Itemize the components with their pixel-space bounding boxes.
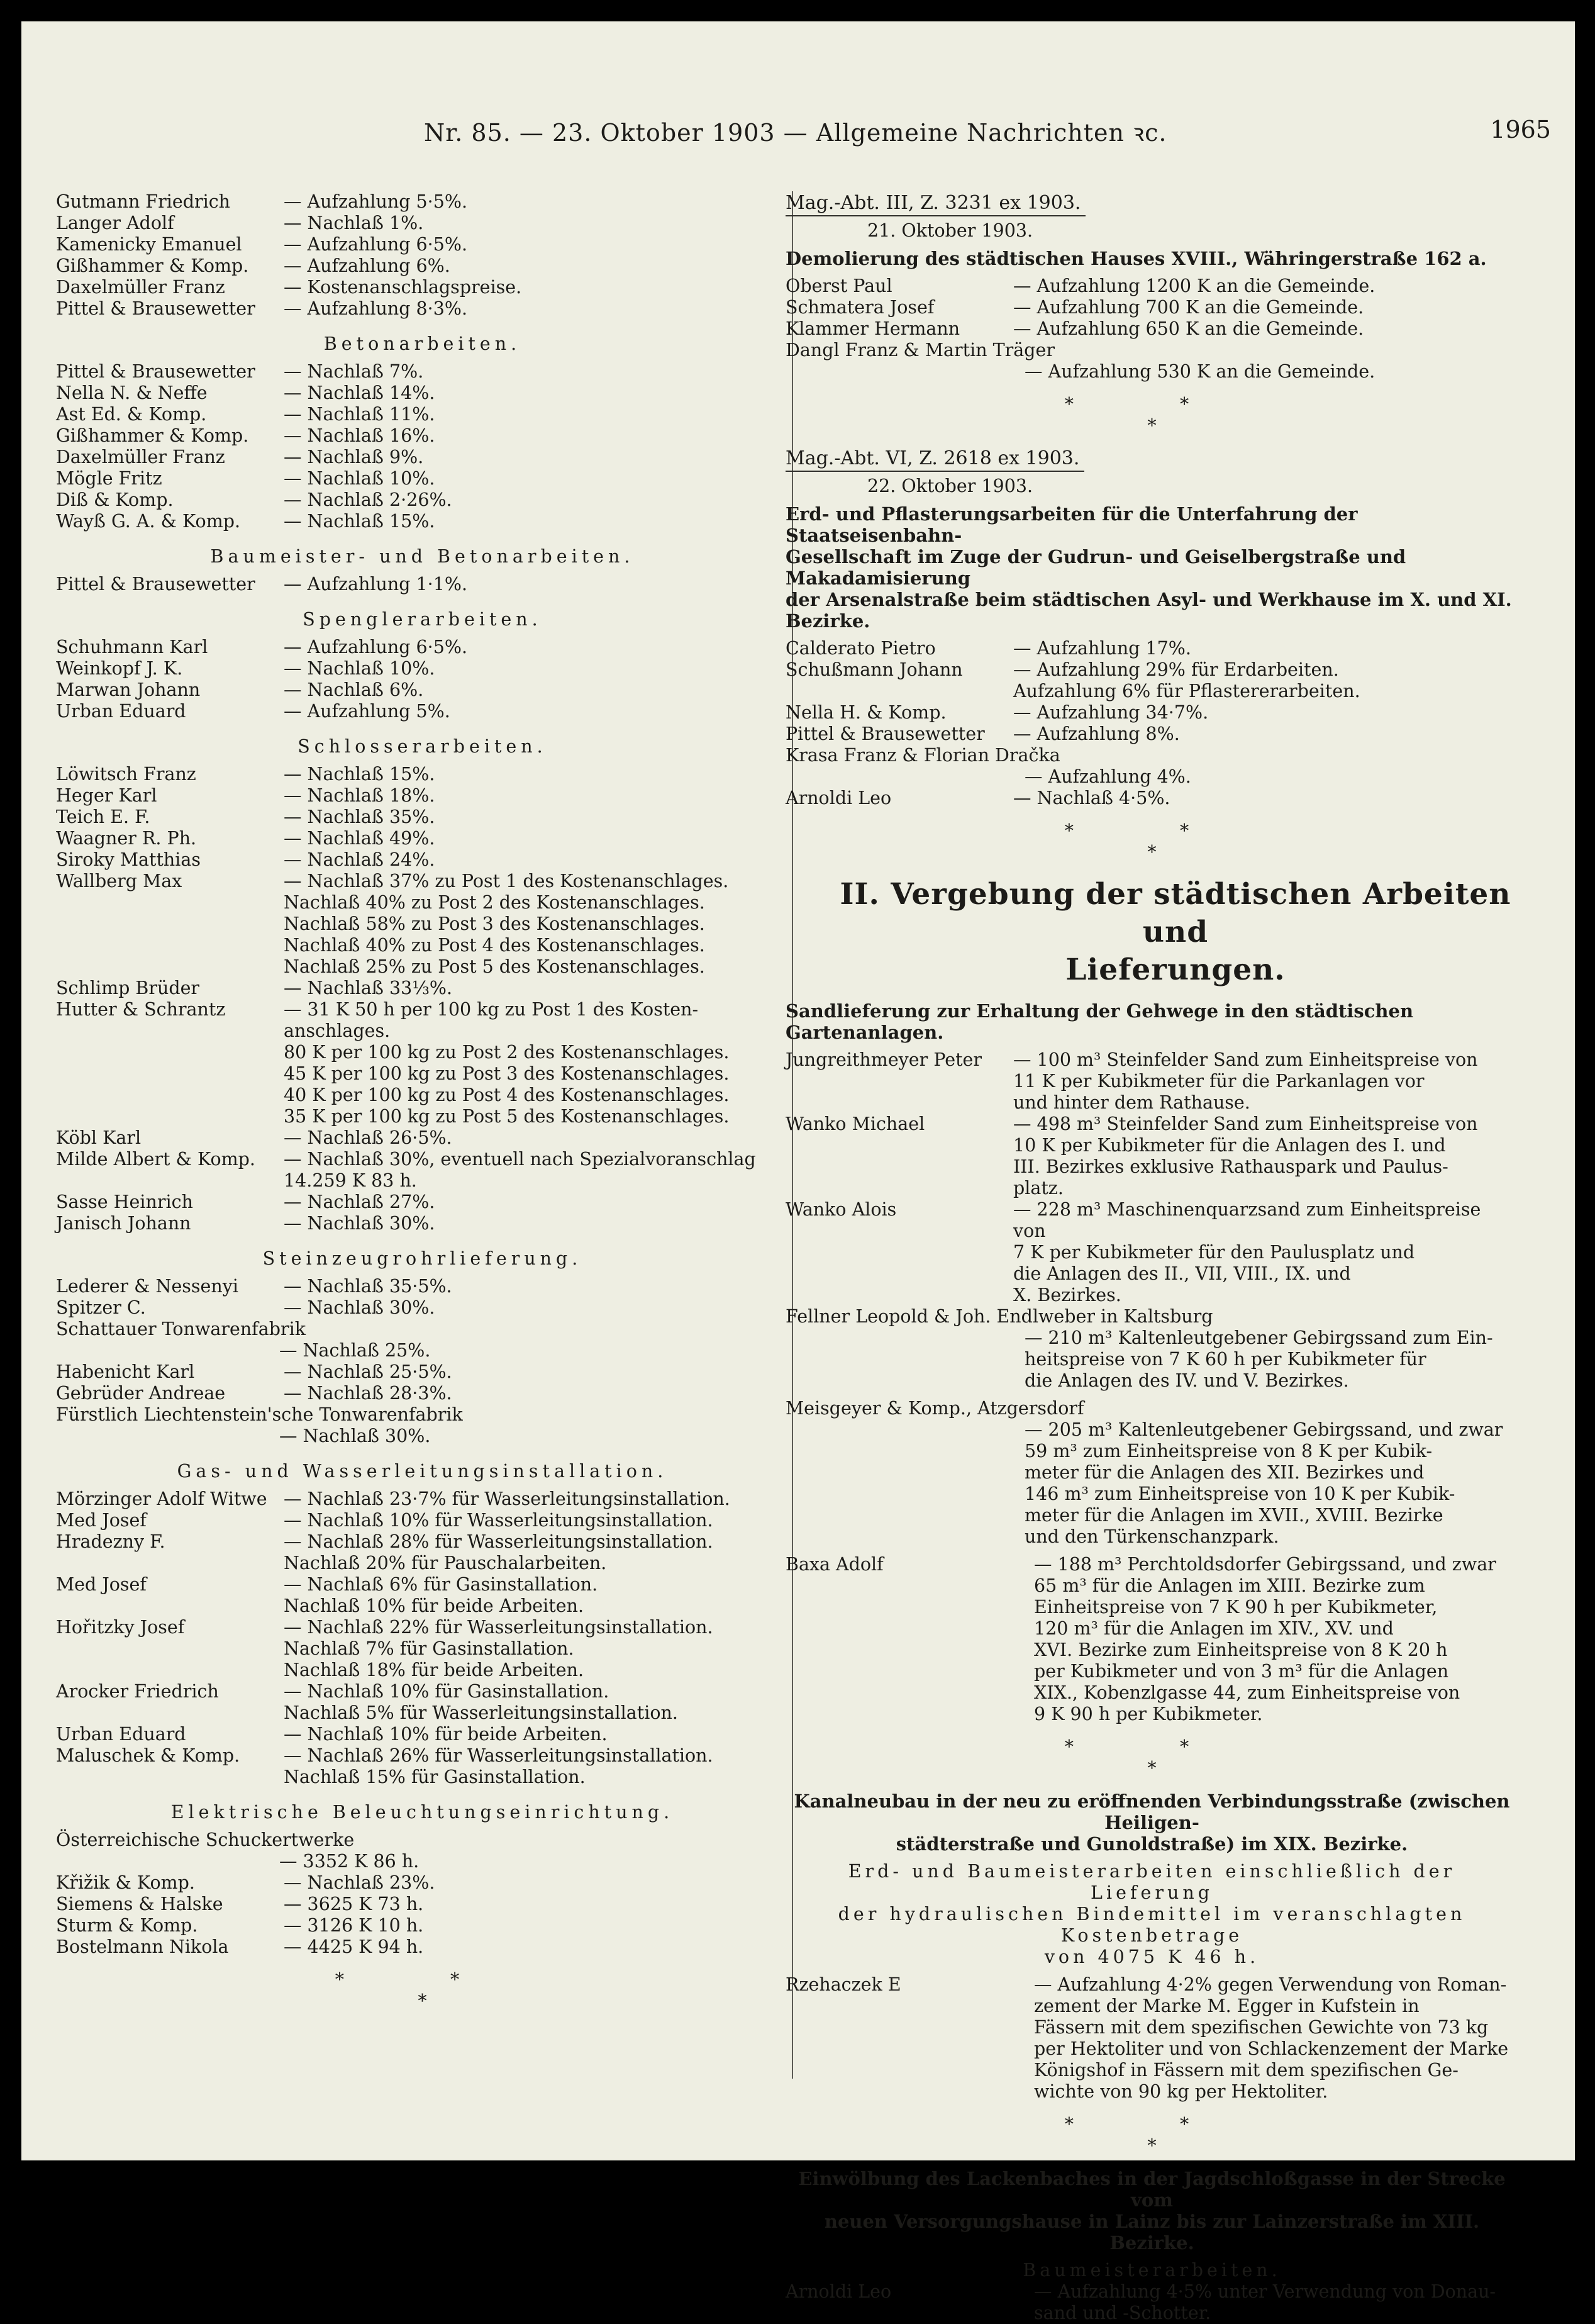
list-item	[786, 1554, 1518, 1725]
project-subtitle: Erd- und Baumeisterarbeiten einschließlich der Lieferung der hydraulischen Bindemittel im veranschlagten Kostenbetrage von 4075 K 46 h.	[838, 1861, 1466, 1967]
list-item-value: — Kostenanschlagspreise.	[284, 277, 522, 298]
list-item-value: — Aufzahlung 6·5%.	[284, 234, 467, 255]
list-item-name: Gißhammer & Komp.	[56, 255, 249, 276]
reference-text: Mag.-Abt. VI, Z. 2618 ex 1903.	[786, 448, 1084, 472]
list-item	[786, 1974, 1518, 2103]
list-item	[56, 1915, 789, 1936]
left-column	[56, 191, 789, 2023]
list-item	[56, 764, 789, 785]
list-item-value: — Aufzahlung 700 K an die Gemeinde.	[1013, 297, 1364, 318]
list-item-name: Schmatera Josef	[786, 297, 935, 318]
list-item-value: — Aufzahlung 1200 K an die Gemeinde.	[1013, 276, 1375, 296]
list-item	[786, 1114, 1518, 1199]
list-item-value: — 31 K 50 h per 100 kg zu Post 1 des Kosten- anschlages. 80 K per 100 kg zu Post 2 des Kostenanschlages. 45 K per 100 kg zu Post 3 des Kostenanschlages. 40 K per 100 kg zu Post 4 des Kostenanschlages. 35 K per 100 kg zu Post 5 des Kostenanschlages.	[284, 999, 730, 1127]
list-item-value: — Nachlaß 7%.	[284, 361, 424, 382]
list-item-name: Schuhmann Karl	[56, 637, 208, 657]
list-item-name: Wayß G. A. & Komp.	[56, 511, 241, 532]
list-item-value: — Nachlaß 23·7% für Wasserleitungsinstallation.	[284, 1489, 730, 1509]
list-item-name: Fürstlich Liechtenstein'sche Tonwarenfabrik	[56, 1404, 463, 1425]
list-item	[56, 425, 789, 447]
page-header	[21, 116, 1575, 160]
bid-list	[786, 276, 1518, 340]
list-item	[56, 871, 789, 978]
list-item-value: — Aufzahlung 8%.	[1013, 723, 1180, 744]
list-item-name: Pittel & Brausewetter	[56, 298, 255, 319]
list-item-value: — Nachlaß 10% für beide Arbeiten.	[284, 1724, 608, 1745]
section-heading-beton: Betonarbeiten.	[323, 333, 521, 354]
list-item-value: — Aufzahlung 4·2% gegen Verwendung von Roman- zement der Marke M. Egger in Kufstein in Fässern mit dem spezifischen Gewichte von 73 kg per Hektoliter und von Schlackenzement der Marke Königshof in Fässern mit dem spezifischen Ge- wichte von 90 kg per Hektoliter.	[1034, 1974, 1509, 2102]
list-item-value: — Aufzahlung 530 K an die Gemeinde.	[1025, 361, 1375, 382]
list-item-name: Jungreithmeyer Peter	[786, 1049, 982, 1070]
list-item-value: — Nachlaß 49%.	[284, 828, 435, 849]
list-item	[56, 1213, 789, 1234]
list-item-name: Milde Albert & Komp.	[56, 1149, 255, 1170]
separator-stars: * *	[1064, 394, 1240, 415]
list-item-name: Weinkopf J. K.	[56, 658, 183, 679]
project-title: Erd- und Pflasterungsarbeiten für die Unterfahrung der Staatseisenbahn- Gesellschaft im Zuge der Gudrun- und Geiselbergstraße und Makadamisierung der Arsenalstraße beim städtischen Asyl- und Werkhause im X. und XI. Bezirke.	[786, 503, 1512, 632]
list-item-value: — Nachlaß 28·3%.	[284, 1383, 452, 1404]
list-item-name: Köbl Karl	[56, 1127, 142, 1148]
list-item-value: — Aufzahlung 4·5% unter Verwendung von Donau- sand und -Schotter.	[1034, 2281, 1496, 2323]
list-item	[56, 999, 789, 1127]
list-item	[786, 2281, 1518, 2324]
list-item	[56, 234, 789, 255]
spengler-list	[56, 637, 789, 722]
list-item-value: — 498 m³ Steinfelder Sand zum Einheitspreise von 10 K per Kubikmeter für die Anlagen des I. und III. Bezirkes exklusive Rathauspark und Paulus- platz.	[1013, 1114, 1478, 1198]
steinzeug-list-2	[56, 1361, 789, 1404]
list-item	[56, 1489, 789, 1510]
list-item	[56, 447, 789, 468]
list-item-name: Rzehaczek E	[786, 1974, 901, 1995]
list-item-name: Hutter & Schrantz	[56, 999, 226, 1020]
list-item-name: Nella H. & Komp.	[786, 702, 947, 723]
list-item-name: Urban Eduard	[56, 701, 186, 722]
list-item-name: Ast Ed. & Komp.	[56, 404, 207, 425]
separator-star: *	[418, 1991, 427, 2011]
section-heading-steinzeug: Steinzeugrohrlieferung.	[262, 1248, 582, 1269]
list-item-value: — Nachlaß 35·5%.	[284, 1276, 452, 1297]
list-item-name: Daxelmüller Franz	[56, 277, 225, 298]
list-item-name: Österreichische Schuckertwerke	[56, 1830, 355, 1850]
list-item-name: Kamenicky Emanuel	[56, 234, 242, 255]
list-item	[56, 701, 789, 722]
list-item-name: Mörzinger Adolf Witwe	[56, 1489, 267, 1509]
bid-list	[786, 1049, 1518, 1306]
list-item-name: Daxelmüller Franz	[56, 447, 225, 467]
list-item	[56, 191, 789, 213]
page-number: 1965	[1490, 116, 1551, 143]
separator-star: *	[1147, 415, 1157, 436]
list-item-value: — Nachlaß 2·26%.	[284, 489, 452, 510]
list-item-name: Maluschek & Komp.	[56, 1745, 240, 1766]
list-item-value: — Aufzahlung 29% für Erdarbeiten. Aufzahlung 6% für Pflastererarbeiten.	[1013, 659, 1360, 701]
list-item-name: Spitzer C.	[56, 1297, 146, 1318]
list-item-name: Pittel & Brausewetter	[56, 574, 255, 595]
bid-list	[786, 788, 1518, 809]
list-item-name: Heger Karl	[56, 785, 157, 806]
list-item-name: Siemens & Halske	[56, 1894, 223, 1914]
list-item-value: — Nachlaß 10%.	[284, 468, 435, 489]
list-item-name: Lederer & Nessenyi	[56, 1276, 238, 1297]
list-item-value: — Nachlaß 6%.	[284, 679, 424, 700]
list-item-name: Waagner R. Ph.	[56, 828, 197, 849]
list-item-value: — Nachlaß 9%.	[284, 447, 424, 467]
list-item-name: Arocker Friedrich	[56, 1681, 219, 1702]
list-item-value: — Nachlaß 16%.	[284, 425, 435, 446]
list-item-name: Bostelmann Nikola	[56, 1936, 229, 1957]
list-item-value: — Nachlaß 15%.	[284, 764, 435, 785]
list-item-value: — Aufzahlung 8·3%.	[284, 298, 467, 319]
header-title: Nr. 85. — 23. Oktober 1903 — Allgemeine Nachrichten ꝛc.	[424, 119, 1167, 147]
list-item-name: Langer Adolf	[56, 213, 174, 233]
list-item	[56, 511, 789, 532]
date-line: 22. Oktober 1903.	[867, 476, 1033, 496]
list-item-value: — Aufzahlung 1·1%.	[284, 574, 467, 595]
list-item-value: — Aufzahlung 5%.	[284, 701, 450, 722]
list-item-name: Oberst Paul	[786, 276, 892, 296]
list-item	[56, 489, 789, 511]
list-item	[56, 849, 789, 871]
list-item	[786, 1199, 1518, 1306]
list-item	[56, 1531, 789, 1574]
list-item	[56, 1276, 789, 1297]
list-item-value: — 3625 K 73 h.	[284, 1894, 424, 1914]
reference-text: Mag.-Abt. III, Z. 3231 ex 1903.	[786, 193, 1086, 216]
separator-stars: * *	[1064, 820, 1240, 841]
list-item-value: — Nachlaß 4·5%.	[1013, 788, 1170, 808]
list-item-value: — Nachlaß 28% für Wasserleitungsinstallation. Nachlaß 20% für Pauschalarbeiten.	[284, 1531, 713, 1573]
list-item-name: Calderato Pietro	[786, 638, 936, 659]
list-item	[56, 213, 789, 234]
list-item	[56, 1681, 789, 1724]
list-item-name: Wanko Michael	[786, 1114, 925, 1134]
list-item-value: — Nachlaß 1%.	[284, 213, 424, 233]
list-item-name: Hořitzky Josef	[56, 1617, 185, 1638]
list-item	[56, 1936, 789, 1958]
list-item-value: — Nachlaß 22% für Wasserleitungsinstallation. Nachlaß 7% für Gasinstallation. Nachlaß 18% für beide Arbeiten.	[284, 1617, 713, 1680]
list-item-value: — Aufzahlung 5·5%.	[284, 191, 467, 212]
list-item-value: — Nachlaß 6% für Gasinstallation. Nachlaß 10% für beide Arbeiten.	[284, 1574, 598, 1616]
list-item-name: Krasa Franz & Florian Dračka	[786, 745, 1060, 766]
list-item	[56, 1361, 789, 1383]
elektrisch-list	[56, 1872, 789, 1958]
list-item	[56, 679, 789, 701]
list-item-name: Dangl Franz & Martin Träger	[786, 340, 1055, 360]
list-item-value: — Nachlaß 10% für Gasinstallation. Nachlaß 5% für Wasserleitungsinstallation.	[284, 1681, 678, 1723]
list-item-value: — Nachlaß 33⅓%.	[284, 978, 453, 998]
list-item-value: — Nachlaß 11%.	[284, 404, 435, 425]
section-heading-elektrisch: Elektrische Beleuchtungseinrichtung.	[170, 1802, 674, 1823]
list-item	[786, 659, 1518, 702]
list-item	[56, 828, 789, 849]
separator-stars: * *	[1064, 1736, 1240, 1757]
reference-line	[786, 448, 1518, 472]
project-subtitle: Baumeisterarbeiten.	[1023, 2260, 1281, 2281]
baumeister-beton-list	[56, 574, 789, 595]
list-item-value: — Aufzahlung 6·5%.	[284, 637, 467, 657]
list-item	[56, 1127, 789, 1149]
list-item-name: Siroky Matthias	[56, 849, 201, 870]
list-item-name: Wallberg Max	[56, 871, 182, 891]
newspaper-page	[21, 21, 1575, 2323]
list-item	[56, 255, 789, 277]
list-item	[786, 702, 1518, 723]
list-item-name: Urban Eduard	[56, 1724, 186, 1745]
separator-star: *	[1147, 2135, 1157, 2156]
separator-stars: * *	[1064, 2114, 1240, 2135]
schlosser-list	[56, 764, 789, 1234]
list-item-name: Baxa Adolf	[786, 1554, 884, 1575]
list-item-value: — 188 m³ Perchtoldsdorfer Gebirgssand, und zwar 65 m³ für die Anlagen im XIII. Bezirke zum Einheitspreise von 7 K 90 h per Kubikmeter, 120 m³ für die Anlagen im XIV., XV. und XVI. Bezirke zum Einheitspreise von 8 K 20 h per Kubikmeter und von 3 m³ für die Anlagen XIX., Kobenzlgasse 44, zum Einheitspreise von 9 K 90 h per Kubikmeter.	[1034, 1554, 1496, 1724]
list-item	[56, 978, 789, 999]
section-heading-spengler: Spenglerarbeiten.	[303, 609, 542, 630]
list-item-value: — Aufzahlung 6%.	[284, 255, 450, 276]
list-item	[56, 298, 789, 320]
list-item	[786, 276, 1518, 297]
section-heading-baumeister-beton: Baumeister- und Betonarbeiten.	[210, 546, 635, 567]
list-item-name: Gutmann Friedrich	[56, 191, 231, 212]
list-item	[56, 1297, 789, 1319]
project-title: Kanalneubau in der neu zu eröffnenden Verbindungsstraße (zwischen Heiligen- städterstraße und Gunoldstraße) im XIX. Bezirke.	[794, 1790, 1510, 1855]
list-item-value: — Aufzahlung 650 K an die Gemeinde.	[1013, 318, 1364, 339]
list-item-name: Klammer Hermann	[786, 318, 960, 339]
list-item	[56, 1574, 789, 1617]
section-title: II. Vergebung der städtischen Arbeiten und Lieferungen.	[840, 877, 1511, 987]
list-item-name: Fellner Leopold & Joh. Endlweber in Kaltsburg	[786, 1306, 1213, 1327]
list-item-name: Löwitsch Franz	[56, 764, 196, 785]
list-item-value: — Nachlaß 30%.	[284, 1297, 435, 1318]
list-item-value: — 228 m³ Maschinenquarzsand zum Einheitspreise von 7 K per Kubikmeter für den Paulusplatz und die Anlagen des II., VII, VIII., IX. und X. Bezirkes.	[1013, 1199, 1481, 1305]
list-item-name: Gißhammer & Komp.	[56, 425, 249, 446]
list-item-value: — 100 m³ Steinfelder Sand zum Einheitspreise von 11 K per Kubikmeter für die Parkanlagen vor und hinter dem Rathause.	[1013, 1049, 1478, 1113]
list-item	[56, 404, 789, 425]
list-item-name: Schußmann Johann	[786, 659, 963, 680]
list-item	[56, 277, 789, 298]
list-item	[56, 1894, 789, 1915]
list-item-name: Diß & Komp.	[56, 489, 174, 510]
list-item	[56, 1192, 789, 1213]
list-item	[56, 468, 789, 489]
section-heading-gas: Gas- und Wasserleitungsinstallation.	[177, 1461, 668, 1482]
list-item	[56, 383, 789, 404]
list-item	[786, 297, 1518, 318]
list-item-name: Meisgeyer & Komp., Atzgersdorf	[786, 1398, 1084, 1419]
list-item	[56, 637, 789, 658]
list-item	[56, 574, 789, 595]
list-item	[56, 807, 789, 828]
list-item-value: — 205 m³ Kaltenleutgebener Gebirgssand, und zwar 59 m³ zum Einheitspreise von 8 K per Kubik- meter für die Anlagen des XII. Bezirkes und 146 m³ zum Einheitspreise von 10 K per Kubik- meter für die Anlagen im XVII., XVIII. Bezirke und den Türkenschanzpark.	[1025, 1419, 1503, 1547]
project-title: Demolierung des städtischen Hauses XVIII., Währingerstraße 162 a.	[786, 248, 1487, 269]
list-item-value: — 3126 K 10 h.	[284, 1915, 424, 1936]
list-item-name: Janisch Johann	[56, 1213, 191, 1234]
list-item-value: — Nachlaß 26·5%.	[284, 1127, 452, 1148]
list-item-name: Sasse Heinrich	[56, 1192, 193, 1212]
list-item-value: — Nachlaß 25·5%.	[284, 1361, 452, 1382]
date-line: 21. Oktober 1903.	[867, 220, 1033, 241]
right-column	[786, 191, 1518, 2324]
list-item-value: — Aufzahlung 4%.	[1025, 766, 1191, 787]
list-item-value: — Nachlaß 27%.	[284, 1192, 435, 1212]
list-item-value: — 210 m³ Kaltenleutgebener Gebirgssand zum Ein- heitspreise von 7 K 60 h per Kubikmeter für die Anlagen des IV. und V. Bezirkes.	[1025, 1327, 1493, 1391]
list-item	[56, 1745, 789, 1788]
list-item-name: Wanko Alois	[786, 1199, 897, 1220]
list-item-name: Med Josef	[56, 1574, 147, 1595]
list-item	[56, 1149, 789, 1192]
list-item-value: — Nachlaß 15%.	[284, 511, 435, 532]
list-item-value: — 3352 K 86 h.	[279, 1851, 420, 1872]
list-item-name: Habenicht Karl	[56, 1361, 195, 1382]
section-heading-schlosser: Schlosserarbeiten.	[297, 736, 547, 757]
list-item-name: Schattauer Tonwarenfabrik	[56, 1319, 306, 1339]
list-item-value: — Nachlaß 10%.	[284, 658, 435, 679]
list-item-value: — Nachlaß 23%.	[284, 1872, 435, 1893]
list-item-name: Arnoldi Leo	[786, 788, 892, 808]
list-item	[56, 658, 789, 679]
list-item-name: Pittel & Brausewetter	[56, 361, 255, 382]
list-item-value: — Aufzahlung 34·7%.	[1013, 702, 1209, 723]
list-item-value: — Nachlaß 10% für Wasserleitungsinstallation.	[284, 1510, 713, 1531]
list-item-value: — Nachlaß 18%.	[284, 785, 435, 806]
list-item	[56, 1617, 789, 1681]
list-item-value: — Nachlaß 25%.	[279, 1340, 431, 1361]
project-title: Einwölbung des Lackenbaches in der Jagdschloßgasse in der Strecke vom neuen Versorgungshause in Lainz bis zur Lainzerstraße im XIII. Bezirke.	[798, 2168, 1506, 2254]
list-item	[786, 638, 1518, 659]
gas-list	[56, 1489, 789, 1788]
list-item	[786, 788, 1518, 809]
list-item	[786, 318, 1518, 340]
separator-star: *	[1147, 1758, 1157, 1779]
list-item-name: Sturm & Komp.	[56, 1915, 198, 1936]
list-item-name: Teich E. F.	[56, 807, 150, 827]
list-item-name: Schlimp Brüder	[56, 978, 200, 998]
list-item-name: Nella N. & Neffe	[56, 383, 208, 403]
separator-star: *	[1147, 842, 1157, 863]
list-item-value: — Nachlaß 30%, eventuell nach Spezialvoranschlag 14.259 K 83 h.	[284, 1149, 756, 1191]
list-item-name: Mögle Fritz	[56, 468, 162, 489]
list-item-value: — Nachlaß 35%.	[284, 807, 435, 827]
list-item-value: — Nachlaß 37% zu Post 1 des Kostenanschlages. Nachlaß 40% zu Post 2 des Kostenanschlages. Nachlaß 58% zu Post 3 des Kostenanschlages. Nachlaß 40% zu Post 4 des Kostenanschlages. Nachlaß 25% zu Post 5 des Kostenanschlages.	[284, 871, 729, 977]
list-item	[786, 1049, 1518, 1114]
list-item	[56, 1510, 789, 1531]
list-item-value: — Nachlaß 14%.	[284, 383, 435, 403]
list-item	[56, 361, 789, 383]
list-item-name: Arnoldi Leo	[786, 2281, 892, 2302]
bid-list	[786, 638, 1518, 745]
list-item	[56, 1383, 789, 1404]
list-item-name: Gebrüder Andreae	[56, 1383, 226, 1404]
list-item-name: Marwan Johann	[56, 679, 201, 700]
list-item	[56, 1724, 789, 1745]
list-item-value: — Aufzahlung 17%.	[1013, 638, 1191, 659]
list-item-name: Pittel & Brausewetter	[786, 723, 985, 744]
project-title: Sandlieferung zur Erhaltung der Gehwege in den städtischen Gartenanlagen.	[786, 1000, 1414, 1043]
list-item-value: — Nachlaß 30%.	[284, 1213, 435, 1234]
steinzeug-list	[56, 1276, 789, 1319]
separator-stars: * *	[335, 1969, 510, 1990]
list-item-name: Hradezny F.	[56, 1531, 165, 1552]
reference-line	[786, 193, 1518, 216]
beton-list	[56, 361, 789, 532]
list-item-value: — Nachlaß 26% für Wasserleitungsinstallation. Nachlaß 15% für Gasinstallation.	[284, 1745, 713, 1787]
list-item	[786, 723, 1518, 745]
list-item-value: — Nachlaß 30%.	[279, 1426, 431, 1446]
list-item-value: — 4425 K 94 h.	[284, 1936, 424, 1957]
list-item-value: — Nachlaß 24%.	[284, 849, 435, 870]
list-item-name: Med Josef	[56, 1510, 147, 1531]
list-item-name: Křižik & Komp.	[56, 1872, 195, 1893]
intro-list	[56, 191, 789, 320]
list-item	[56, 1872, 789, 1894]
list-item	[56, 785, 789, 807]
